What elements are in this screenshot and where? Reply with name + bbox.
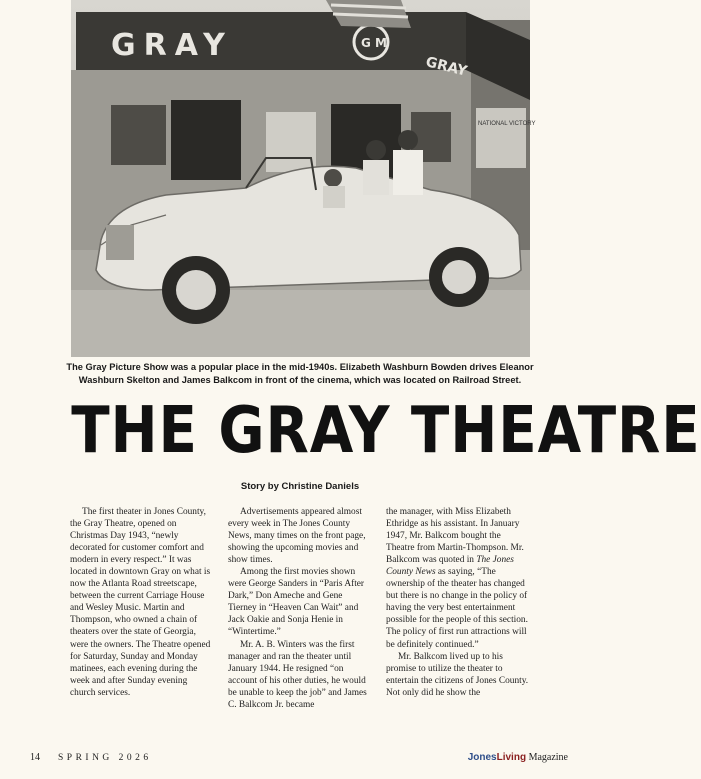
- col3-paragraph-1: [386, 506, 530, 651]
- col2-paragraph-1: Advertisements appeared almost every week in The Jones County News, many times on the front page, showing the upcoming movies and show times.: [228, 507, 366, 566]
- byline: Story by Christine Daniels: [240, 481, 360, 492]
- footer-brand: [468, 752, 568, 763]
- brand-magazine: Magazine: [526, 752, 568, 763]
- col3-text-b: as saying, “The ownership of the theater has changed but there is no change in the policy of having the very best entertainment possible for the people of this section. The policy of first run attractions will be definitely continued.”: [386, 567, 528, 650]
- newspaper-title: The Jones County News: [386, 555, 514, 578]
- column-3: [386, 506, 530, 711]
- brand-jones: Jones: [467, 752, 497, 763]
- col3-paragraph-2: Mr. Balkcom lived up to his promise to utilize the theater to entertain the citizens of Jones County. Not only did he show the: [386, 651, 529, 698]
- poster-text: NATIONAL VICTORY: [478, 121, 536, 127]
- footer-folio: [30, 752, 152, 763]
- marquee-logo-letters: G M: [361, 36, 387, 50]
- column-2: [228, 506, 372, 711]
- brand-living: Living: [496, 752, 527, 763]
- column-1: [70, 506, 214, 711]
- page-number: 14: [30, 752, 40, 763]
- col1-paragraph-1: The first theater in Jones County, the Gray Theatre, opened on Christmas Day 1943, “newly decorated for customer comfort and modern in every respect.” It was located in downtown Gray on what is now the Atlanta Road streetscape, between the current Carriage House and Wesley Music. Martin and Thompson, who owned a chain of theaters over the state of Georgia, were the owners. The Theatre opened for Saturday, Sunday and Monday matinees, each evening during the week and after Sunday evening church services.: [70, 507, 211, 698]
- person-woman: [366, 140, 386, 160]
- col2-paragraph-3: Mr. A. B. Winters was the first manager and ran the theater until January 1944. He resigned “on account of his other duties, he would be unable to keep the job” and James C. Balkcom Jr. became: [228, 639, 367, 710]
- person-man: [398, 130, 418, 150]
- article-headline: THE GRAY THEATRE: [71, 394, 701, 468]
- caption-line-2: Washburn Skelton and James Balkcom in front of the cinema, which was located on Railroad Street.: [78, 375, 522, 385]
- marquee-sign-text: GRAY: [111, 28, 233, 63]
- brand-logo: [468, 752, 526, 763]
- theater-photo: [71, 0, 536, 357]
- person-driver: [324, 169, 342, 187]
- issue-season: SPRING 2026: [58, 753, 152, 763]
- col2-paragraph-2: Among the first movies shown were George Sanders in “Paris After Dark,” Don Ameche and Gene Tierney in “Heaven Can Wait” and Jack Oakie and Sonja Henie in “Wintertime.”: [228, 567, 365, 638]
- caption-line-1: The Gray Picture Show was a popular place in the mid-1940s. Elizabeth Washburn Bowden drives Eleanor: [66, 362, 534, 372]
- col3-text-a: the manager, with Miss Elizabeth Ethridge as his assistant. In January 1947, Mr. Balkcom bought the Theatre from Martin-Thompson. Mr. Balkcom was quoted in: [386, 507, 524, 566]
- article-body: [70, 506, 530, 711]
- photo-caption: [60, 361, 540, 387]
- side-sign-text: GRAY: [424, 54, 469, 80]
